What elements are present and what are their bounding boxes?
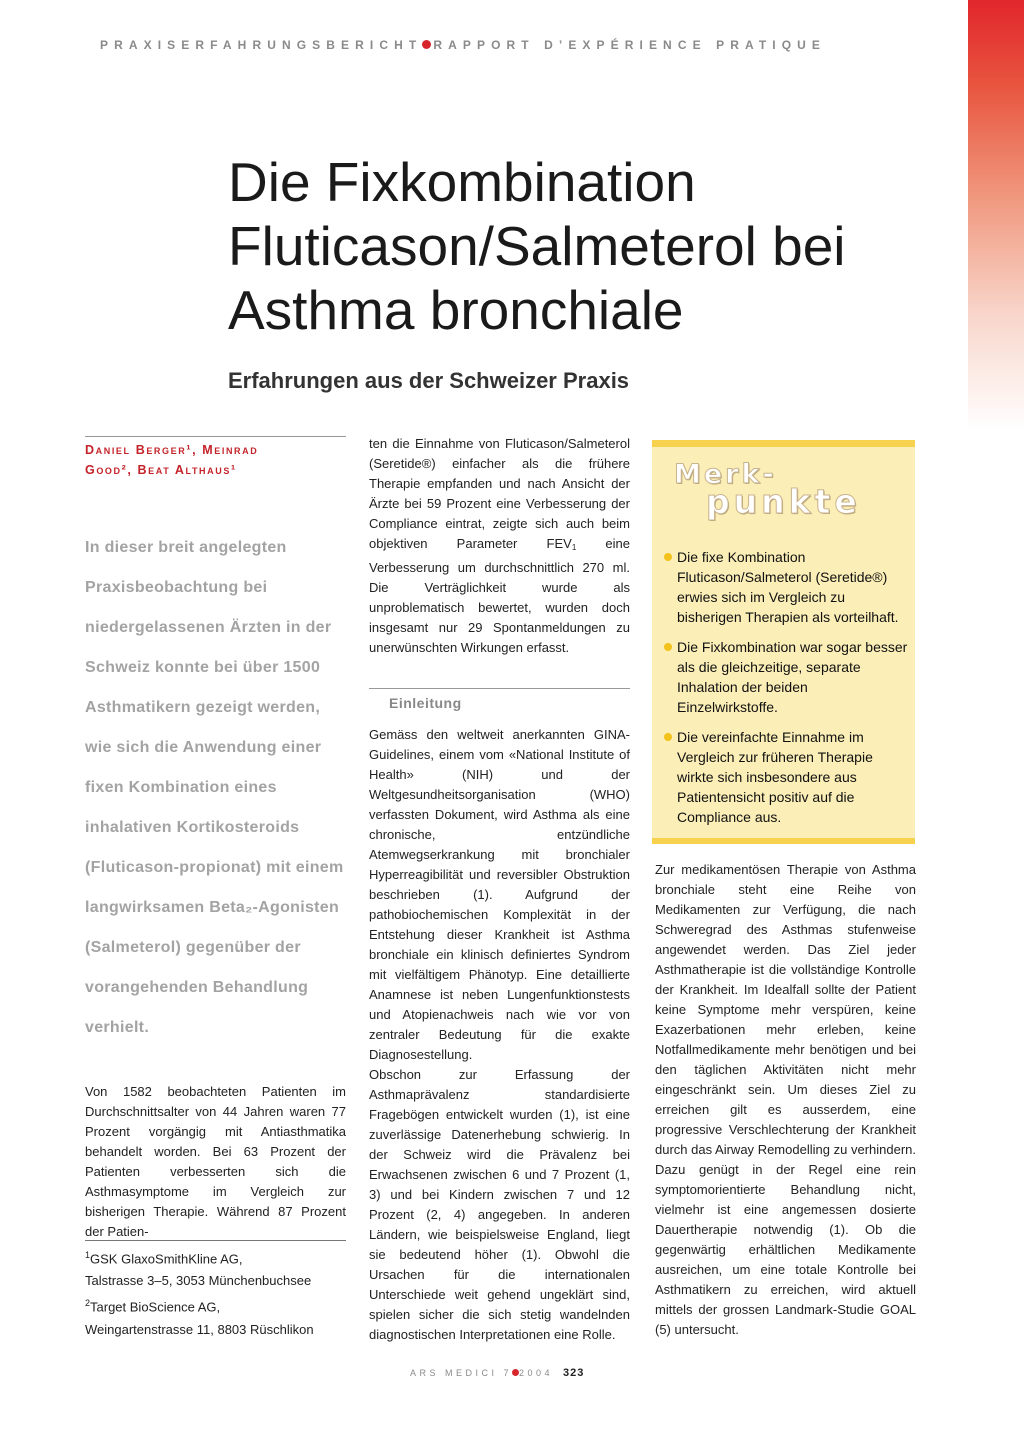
footnote-2-address: Weingartenstrasse 11, 8803 Rüschlikon xyxy=(85,1321,314,1337)
intro-text-b: eine Verbesserung um durchschnittlich 270 ml. Die Verträglichkeit wurde als unproblematisch bewertet, wurden doch insgesamt nur 29 Spontanmeldungen zu unerwünschten Wirkungen erfasst. xyxy=(369,536,630,655)
authors xyxy=(85,440,346,480)
merkpunkte-item xyxy=(664,547,908,627)
merkpunkte-item xyxy=(664,637,908,717)
merkpunkte-item-text: Die fixe Kombination Fluticason/Salmeterol (Seretide®) erwies sich im Vergleich zu bisherigen Therapien als vorteilhaft. xyxy=(677,549,899,625)
intro-text-a: ten die Einnahme von Fluticason/Salmeterol (Seretide®) einfacher als die frühere Therapie empfanden und nach Ansicht der Ärzte bei 59 Prozent eine Verbesserung der Compliance eintrat, zeigte sich auch beim objektiven Parameter FEV xyxy=(369,436,630,551)
abstract-lead: In dieser breit angelegten Praxisbeobachtung bei niedergelassenen Ärzten in der Schweiz konnte bei über 1500 Asthmatikern gezeigt werden, wie sich die Anwendung einer fixen Kombination eines inhalativen Kortikosteroids (Fluticason-propionat) mit einem langwirksamen Beta₂-Agonisten (Salmeterol) gegenüber der vorangehenden Behandlung verhielt. xyxy=(85,539,344,1036)
left-column xyxy=(85,436,346,1242)
merkpunkte-item-text: Die Fixkombination war sogar besser als die gleichzeitige, separate Inhalation der beiden Einzelwirkstoffe. xyxy=(677,639,908,715)
authors-line-1: Daniel Berger¹, Meinrad xyxy=(85,443,259,457)
section-heading-einleitung: Einleitung xyxy=(369,688,630,713)
separator-dot-icon xyxy=(512,1369,519,1376)
merkpunkte-title xyxy=(674,459,861,521)
merkpunkte-item-text: Die vereinfachte Einnahme im Vergleich zur früheren Therapie wirkte sich insbesondere aus Patientensicht positiv auf die Compliance aus. xyxy=(677,729,873,825)
title-line-2: Fluticason/Salmeterol bei xyxy=(228,215,846,277)
journal-year: 2004 xyxy=(519,1368,554,1378)
footnote-1-address: Talstrasse 3–5, 3053 Münchenbuchsee xyxy=(85,1273,312,1289)
bullet-dot-icon xyxy=(664,643,672,651)
bullet-dot-icon xyxy=(664,553,672,561)
running-head xyxy=(100,38,918,52)
middle-column xyxy=(369,434,630,1345)
footnote-2-marker: 2 xyxy=(85,1298,91,1309)
bullet-dot-icon xyxy=(664,733,672,741)
footnote-2-line-1: Target BioScience AG, xyxy=(90,1299,221,1315)
einleitung-paragraph-2: Obschon zur Erfassung der Asthmaprävalenz standardisierte Fragebögen entwickelt wurden (1), ist eine zuverlässige Datenerhebung schwierig. In der Schweiz wird die Prävalenz bei Erwachsenen zwischen 6 und 7 Prozent (1, 3) und bei Kindern zwischen 7 und 12 Prozent (2, 4) angegeben. In anderen Ländern, wie beispielsweise England, liegt sie bedeutend höher (1). Obwohl die Ursachen für die internationalen Unterschiede weit gehend ungeklärt sind, spielen sicher die sich stetig wandelnden diagnostischen Interpretationen eine Rolle. xyxy=(369,1067,630,1342)
authors-rule xyxy=(85,436,346,437)
right-column xyxy=(655,860,916,1340)
merkpunkte-list xyxy=(664,547,908,837)
therapy-paragraph: Zur medikamentösen Therapie von Asthma bronchiale steht eine Reihe von Medikamenten zur Verfügung, die nach Schweregrad des Asthmas stufenweise angewendet werden. Das Ziel jeder Asthmatherapie ist die vollständige Kontrolle der Krankheit. Im Idealfall sollte der Patient keine Symptome mehr verspüren, keine Exazerbationen mehr erleben, keine Notfallmedikamente mehr benötigen und bei den täglichen Aktivitäten nicht mehr eingeschränkt sein. Um dieses Ziel zu erreichen gilt es ausserdem, eine progressive Verschlechterung der Krankheit durch das Airway Remodelling zu verhindern. Dazu genügt in der Regel eine rein symptomorientierte Behandlung nicht, vielmehr ist eine angemessen dosierte Dauertherapie notwendig (1). Ob die gegenwärtig erhältlichen Medikamente ausreichen, um eine totale Kontrolle bei Asthmatikern zu erreichen, wird aktuell mittels der grossen Landmark-Studie GOAL (5) untersucht. xyxy=(655,862,916,1337)
edge-color-bar xyxy=(968,0,1024,1436)
merkpunkte-title-line-1: Merk- xyxy=(674,459,777,490)
running-head-right: RAPPORT D’EXPÉRIENCE PRATIQUE xyxy=(433,38,827,52)
einleitung-paragraph-1: Gemäss den weltweit anerkannten GINA-Guidelines, einem vom «National Institute of Health» (NIH) und der Weltgesundheitsorganisation (WHO) verfassten Dokument, wird Asthma als eine chronische, entzündliche Atemwegserkrankung mit bronchialer Hyperreagibilität und reversibler Obstruktion beschrieben (1). Aufgrund der pathobiochemischen Komplexität in der Entstehung dieser Krankheit ist Asthma bronchiale ein klinisch definiertes Syndrom mit vielfältigem Phänotyp. Eine detaillierte Anamnese ist neben Lungenfunktionstests und Atopienachweis nach wie vor von zentraler Bedeutung für die exakte Diagnosestellung. xyxy=(369,727,630,1062)
running-head-left: PRAXISERFAHRUNGSBERICHT xyxy=(100,38,423,52)
journal-name: ARS MEDICI 7 xyxy=(410,1368,513,1378)
fev-subscript: 1 xyxy=(571,543,577,552)
page-footer xyxy=(410,1367,584,1379)
footnote-1-marker: 1 xyxy=(85,1250,91,1260)
left-body-text: Von 1582 beobachteten Patienten im Durchschnittsalter von 44 Jahren waren 77 Prozent vorgängig mit Antiasthmatika behandelt worden. Bei 63 Prozent der Patienten verbesserten sich die Asthmasymptome im Vergleich zur bisherigen Therapie. Während 87 Prozent der Patien- xyxy=(85,1084,346,1239)
article-subtitle: Erfahrungen aus der Schweizer Praxis xyxy=(228,368,630,393)
merkpunkte-item xyxy=(664,727,908,827)
footnote-1-line-1: GSK GlaxoSmithKline AG, xyxy=(90,1251,243,1267)
title-line-1: Die Fixkombination xyxy=(228,151,696,213)
affiliation-footnotes xyxy=(85,1240,346,1341)
authors-line-2: Good², Beat Althaus¹ xyxy=(85,463,237,477)
title-line-3: Asthma bronchiale xyxy=(228,279,684,341)
page-number: 323 xyxy=(563,1367,585,1379)
merkpunkte-title-line-2: punkte xyxy=(706,482,861,521)
merkpunkte-box xyxy=(652,440,915,844)
intro-paragraph xyxy=(369,434,630,658)
separator-dot-icon xyxy=(422,40,431,49)
article-title xyxy=(228,150,908,342)
footnote-2 xyxy=(85,1292,346,1318)
footnote-1 xyxy=(85,1244,346,1270)
